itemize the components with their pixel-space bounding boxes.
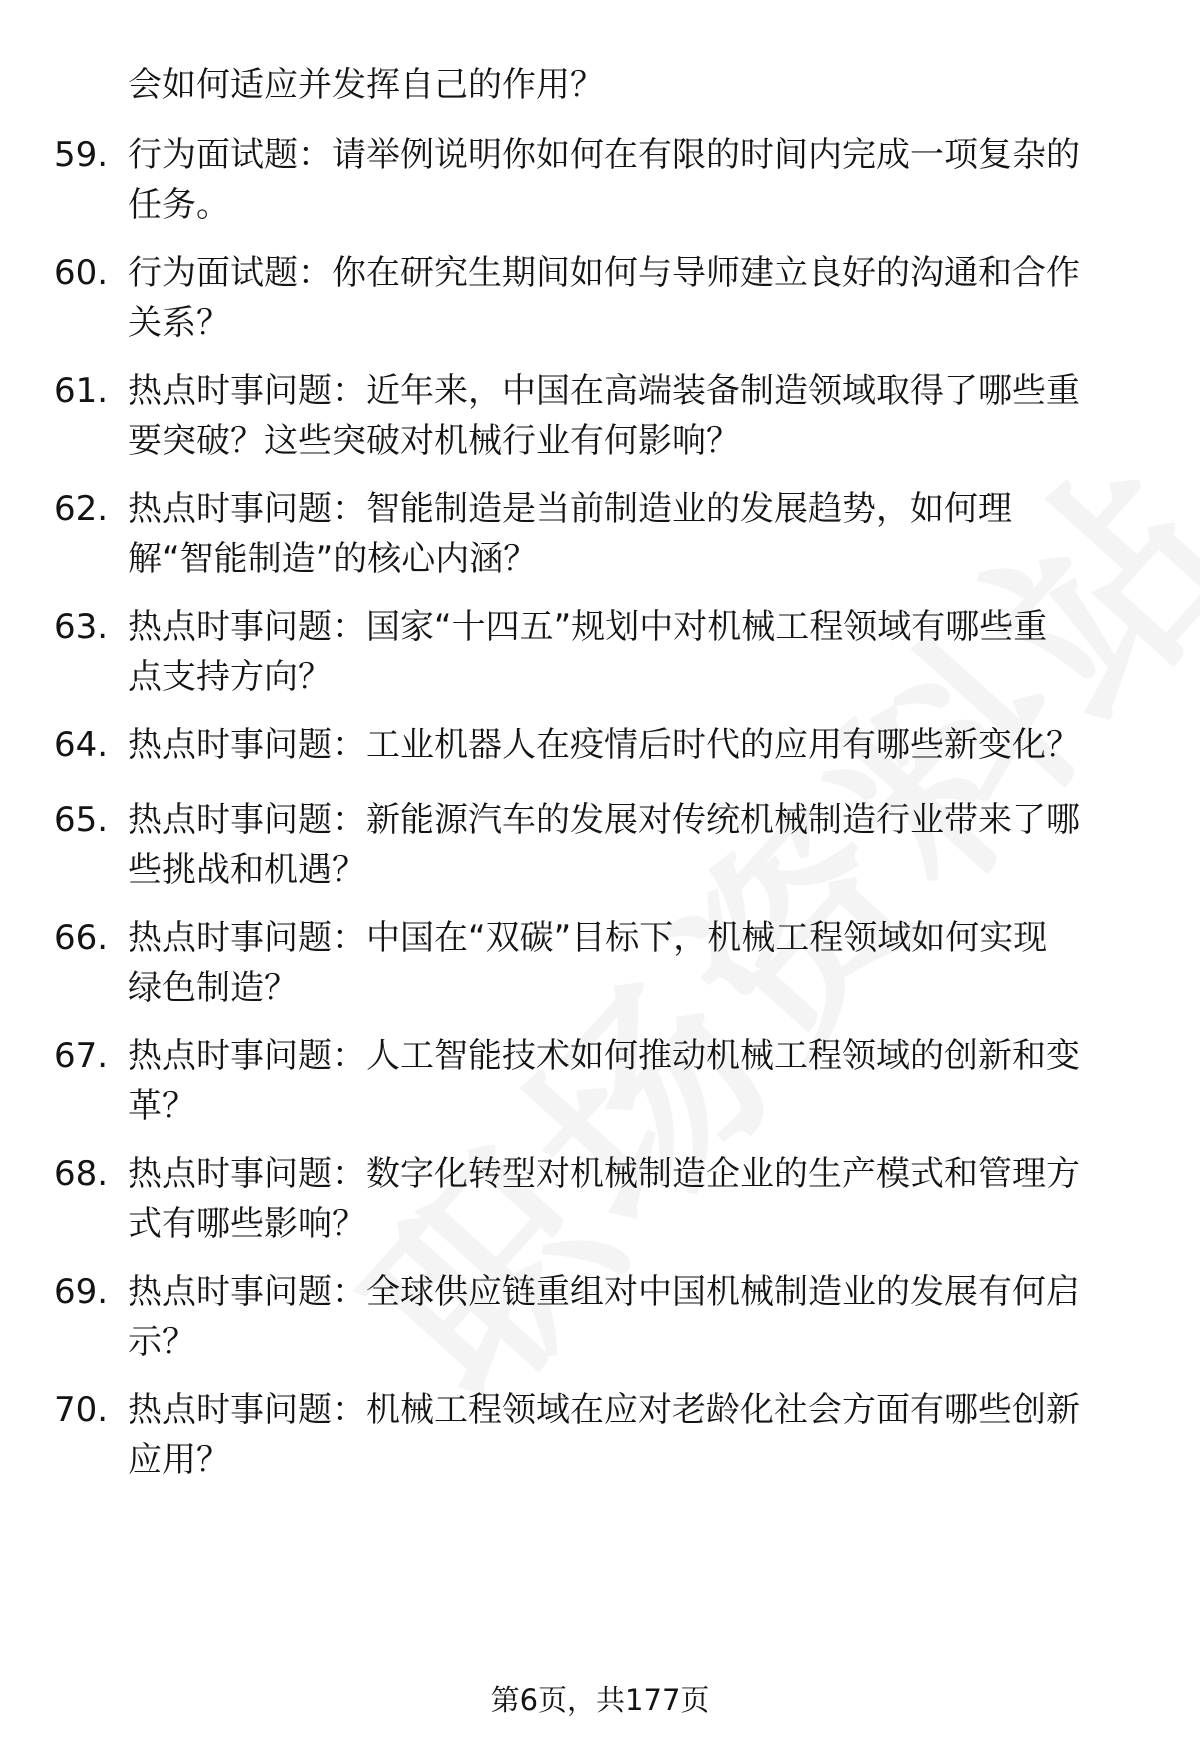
question-line: 要突破？这些突破对机械行业有何影响？: [128, 421, 740, 461]
question-line: 些挑战和机遇？: [128, 850, 366, 890]
question-line: 解“智能制造”的核心内涵？: [128, 539, 538, 579]
question-text: [128, 366, 1140, 466]
question-line: 热点时事问题：近年来，中国在高端装备制造领域取得了哪些重: [128, 371, 1080, 411]
question-line: 热点时事问题：智能制造是当前制造业的发展趋势，如何理: [128, 489, 1012, 529]
page-number-footer: 第6页，共177页: [490, 1683, 710, 1717]
question-line: 热点时事问题：全球供应链重组对中国机械制造业的发展有何启: [128, 1272, 1080, 1312]
question-line: 热点时事问题：中国在“双碳”目标下，机械工程领域如何实现: [128, 918, 1048, 958]
question-line: 点支持方向？: [128, 657, 332, 697]
continued-question-text: 会如何适应并发挥自己的作用？: [128, 65, 604, 105]
question-text: [128, 248, 1140, 348]
question-line: 行为面试题：请举例说明你如何在有限的时间内完成一项复杂的: [128, 135, 1080, 175]
question-text: [128, 1031, 1140, 1131]
question-text: [128, 1149, 1140, 1249]
question-number: 70.: [54, 1390, 109, 1430]
question-number: 68.: [54, 1154, 109, 1194]
question-line: 任务。: [128, 185, 230, 225]
question-number: 60.: [54, 253, 109, 293]
question-line: 热点时事问题：国家“十四五”规划中对机械工程领域有哪些重: [128, 607, 1048, 647]
question-text: [128, 795, 1140, 895]
question-number: 67.: [54, 1036, 109, 1076]
question-number: 59.: [54, 135, 109, 175]
question-number: 69.: [54, 1272, 109, 1312]
question-line: 行为面试题：你在研究生期间如何与导师建立良好的沟通和合作: [128, 253, 1080, 293]
question-number: 66.: [54, 918, 109, 958]
question-line: 热点时事问题：新能源汽车的发展对传统机械制造行业带来了哪: [128, 800, 1080, 840]
question-text: [128, 1267, 1140, 1367]
question-line: 式有哪些影响？: [128, 1204, 366, 1244]
question-text: [128, 602, 1140, 702]
question-line: 应用？: [128, 1440, 230, 1480]
question-number: 63.: [54, 607, 109, 647]
question-text: [128, 913, 1140, 1013]
question-line: 热点时事问题：人工智能技术如何推动机械工程领域的创新和变: [128, 1036, 1080, 1076]
question-line: 关系？: [128, 303, 230, 343]
question-line: 热点时事问题：数字化转型对机械制造企业的生产模式和管理方: [128, 1154, 1080, 1194]
question-line: 热点时事问题：工业机器人在疫情后时代的应用有哪些新变化？: [128, 725, 1080, 765]
question-line: 绿色制造？: [128, 968, 298, 1008]
question-line: 热点时事问题：机械工程领域在应对老龄化社会方面有哪些创新: [128, 1390, 1080, 1430]
question-line: 革？: [128, 1086, 196, 1126]
question-number: 62.: [54, 489, 109, 529]
question-text: [128, 1385, 1140, 1485]
question-text: [128, 720, 1140, 770]
question-number: 61.: [54, 371, 109, 411]
question-line: 示？: [128, 1322, 196, 1362]
question-number: 64.: [54, 725, 109, 765]
question-text: [128, 130, 1140, 230]
question-text: [128, 484, 1140, 584]
question-number: 65.: [54, 800, 109, 840]
